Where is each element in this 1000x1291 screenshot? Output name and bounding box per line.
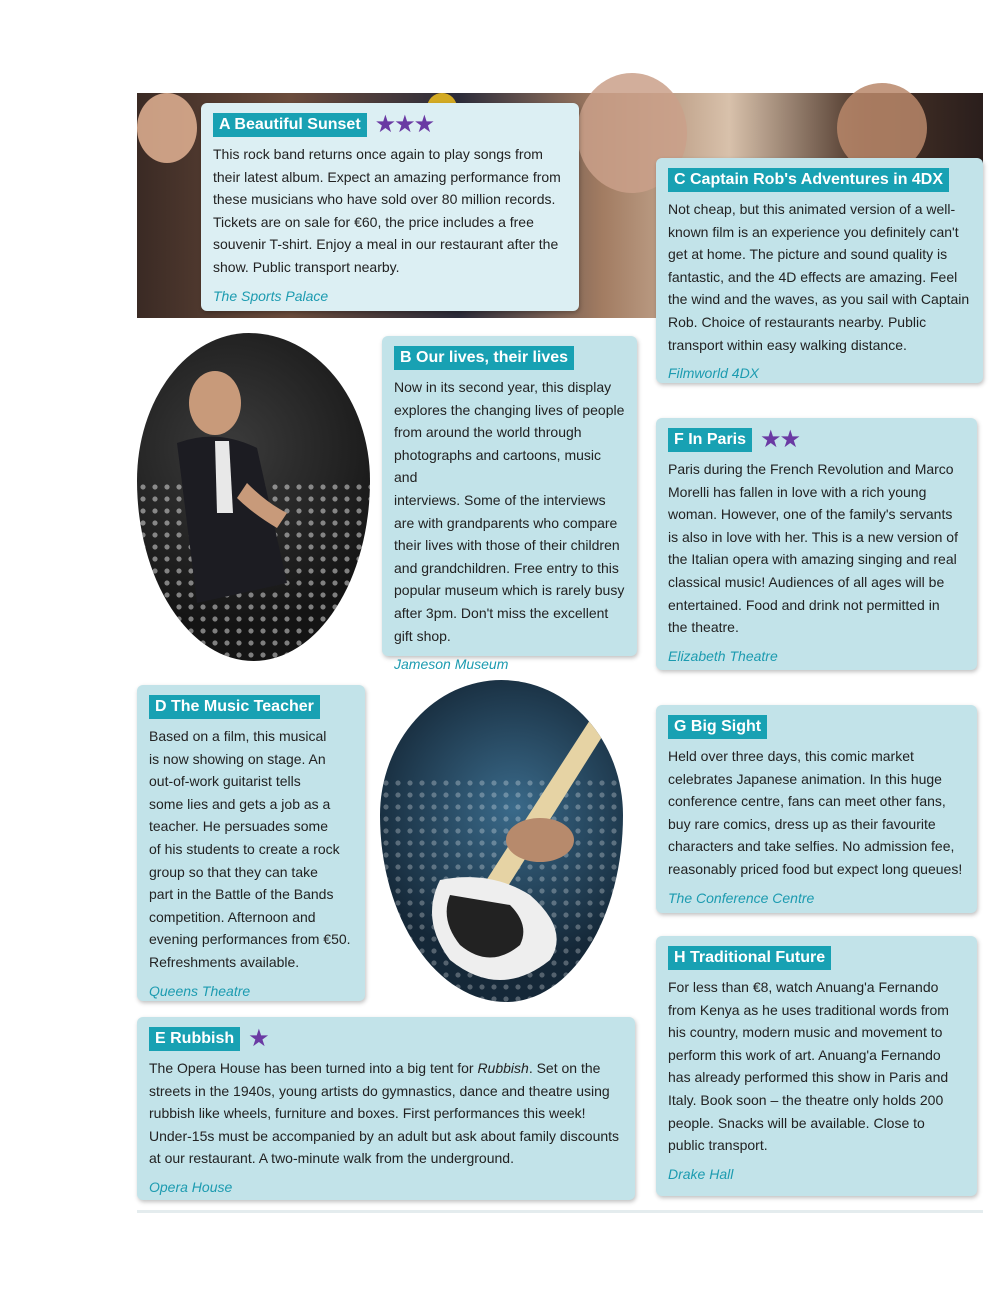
event-title: B Our lives, their lives bbox=[394, 346, 574, 370]
event-card-b bbox=[382, 336, 637, 673]
event-title: D The Music Teacher bbox=[149, 695, 320, 719]
event-title: A Beautiful Sunset bbox=[213, 113, 367, 137]
rating-stars-icon: ★★★ bbox=[374, 111, 434, 138]
event-venue: The Sports Palace bbox=[213, 287, 329, 304]
event-venue: The Conference Centre bbox=[668, 889, 815, 906]
event-description: For less than €8, watch Anuang'a Fernando from Kenya as he uses traditional words from his country, modern music and movement to perform this work of art. Anuang'a Fernando has already performed this show in Paris and Italy. Book soon – the theatre only holds 200 people. Snacks will be available. Close to public transport. bbox=[668, 979, 949, 1154]
event-description: The Opera House has been turned into a big tent for Rubbish. Set on the streets in the 1940s, young artists do gymnastics, dance and theatre using rubbish like wheels, furniture and boxes. First performances this week! Under-15s must be accompanied by an adult but ask about family discounts at our restaurant. A two-minute walk from the underground. bbox=[149, 1060, 620, 1167]
event-title: G Big Sight bbox=[668, 715, 767, 739]
event-card-f bbox=[656, 418, 977, 670]
event-venue: Drake Hall bbox=[668, 1165, 734, 1182]
singer-silhouette-icon bbox=[137, 333, 370, 661]
event-description: Held over three days, this comic market celebrates Japanese animation. In this huge conference centre, fans can meet other fans, buy rare comics, dress up as their favourite characters and take selfies. No admission fee, reasonably priced food but expect long queues! bbox=[668, 748, 963, 877]
event-description: Now in its second year, this display explores the changing lives of people from around the world through photographs and cartoons, music and interviews. Some of the interviews are with grandparents who compare their lives with those of their children and grandchildren. Free entry to this popular museum which is rarely busy after 3pm. Don't miss the excellent gift shop. bbox=[394, 379, 625, 644]
event-venue: Filmworld 4DX bbox=[668, 365, 760, 382]
event-venue: Queens Theatre bbox=[149, 982, 251, 999]
guitar-icon bbox=[380, 680, 623, 1002]
event-card-a bbox=[201, 103, 579, 311]
event-title: F In Paris bbox=[668, 428, 752, 452]
event-venue: Jameson Museum bbox=[394, 656, 509, 673]
event-description: Paris during the French Revolution and Marco Morelli has fallen in love with a rich young woman. However, one of the family's servants is also in love with her. This is a new version of the Italian opera with amazing singing and real classical music! Audiences of all ages will be entertained. Food and drink not permitted in the theatre. bbox=[668, 461, 958, 636]
event-card-c bbox=[656, 158, 983, 383]
rating-stars-icon: ★★ bbox=[760, 426, 800, 453]
event-description: Not cheap, but this animated version of a well- known film is an experience you definitely can't get at home. The picture and sound quality is fantastic, and the 4D effects are amazing. Feel the wind and the waves, as you sail with Captain Rob. Choice of restaurants nearby. Public transport within easy walking distance. bbox=[668, 201, 970, 353]
leaflet-page bbox=[137, 93, 983, 1213]
event-description: This rock band returns once again to play songs from their latest album. Expect an amazing performance from these musicians who have sold over 80 million records. Tickets are on sale for €60, the price includes a free souvenir T-shirt. Enjoy a meal in our restaurant after the show. Public transport nearby. bbox=[213, 146, 561, 275]
event-title: E Rubbish bbox=[149, 1027, 240, 1051]
event-card-h bbox=[656, 936, 977, 1196]
rating-stars-icon: ★ bbox=[248, 1025, 268, 1052]
event-venue: Elizabeth Theatre bbox=[668, 647, 778, 664]
event-title: C Captain Rob's Adventures in 4DX bbox=[668, 168, 949, 192]
opera-singer-photo bbox=[137, 333, 370, 661]
event-card-e bbox=[137, 1017, 635, 1200]
event-title: H Traditional Future bbox=[668, 946, 831, 970]
electric-guitar-photo bbox=[380, 680, 623, 1002]
event-description: Based on a film, this musical is now showing on stage. An out-of-work guitarist tells some lies and gets a job as a teacher. He persuades some of his students to create a rock group so that they can take part in the Battle of the Bands competition. Afternoon and evening performances from €50. Refreshments available. bbox=[149, 728, 351, 970]
event-venue: Opera House bbox=[149, 1178, 233, 1195]
event-card-g bbox=[656, 705, 977, 913]
event-card-d bbox=[137, 685, 365, 1001]
